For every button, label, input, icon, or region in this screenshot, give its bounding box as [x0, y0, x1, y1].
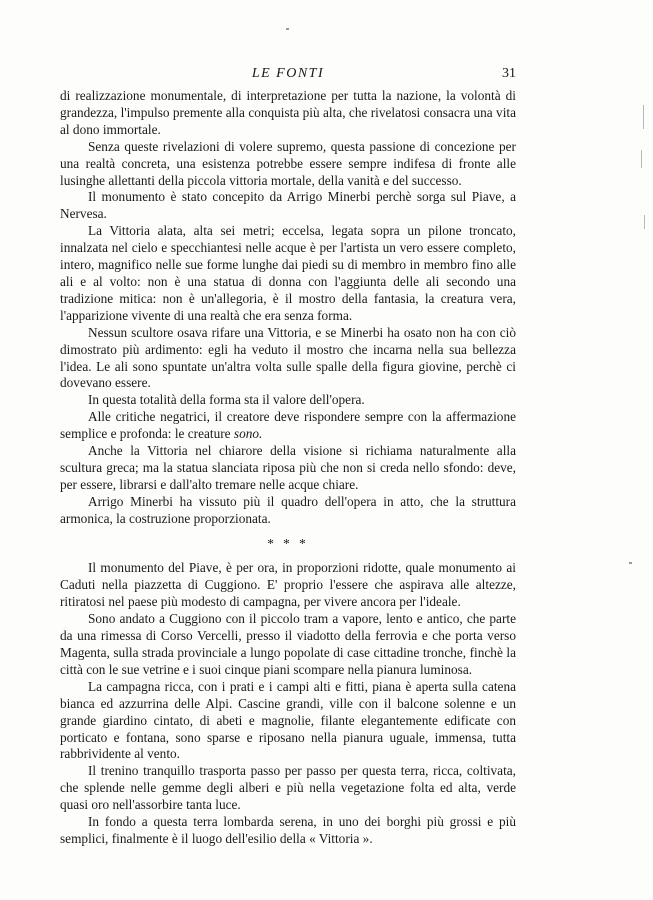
paragraph-5: Nessun scultore osava rifare una Vittoria, e se Minerbi ha osato non ha con ciò dimostrato più ardimento: egli ha veduto il mostro che incarna nella sua bellezza l'idea. Le ali sono spuntate un'altra volta sulle spalle della figura giovine, perchè ci dovevano essere.	[60, 324, 516, 391]
section-separator: * * *	[267, 535, 309, 551]
paragraph-8: Anche la Vittoria nel chiarore della visione si richiama naturalmente alla scultura greca; ma la statua slanciata riposa più che non si creda nello sfondo: deve, per essere, librarsi e dall'alto tremare nelle acque chiare.	[60, 443, 516, 492]
paragraph-13: Il trenino tranquillo trasporta passo per passo per questa terra, ricca, coltivata, che splende nelle gemme degli alberi e più nella vegetazione folta ed alta, verde quasi oro nell'assorbire tanta luce.	[60, 763, 516, 813]
page-number: 31	[502, 66, 516, 81]
paragraph-9: Arrigo Minerbi ha vissuto più il quadro dell'opera in atto, che la struttura armonica, la costruzione proporzionata.	[60, 493, 516, 526]
page-header	[60, 66, 516, 88]
paragraph-11: Sono andato a Cuggiono con il piccolo tram a vapore, lento e antico, che parte da una rimessa di Corso Vercelli, presso il viadotto della ferrovia e che porta verso Magenta, sulla strada provinciale a lungo popolate di case cittadine tronche, finchè la città con le sue vetrine e i suoi cinque piani scompare nella pianura luminosa.	[60, 611, 516, 677]
scan-speck	[286, 28, 289, 30]
paragraph-3: Il monumento è stato concepito da Arrigo Minerbi perchè sorga sul Piave, a Nervesa.	[60, 189, 516, 222]
paragraph-7	[60, 409, 516, 443]
scan-edge-mark	[644, 215, 645, 229]
paragraph-12: La campagna ricca, con i prati e i campi alti e fitti, piana è aperta sulla catena bianca ed azzurrina delle Alpi. Cascine grandi, ville con il balcone solenne e un grande giardino cintato, di abeti e magnolie, filante elegantemente edificate con porticato e fontana, sono sparse e riposano nella pianura uguale, immensa, tutta rabbrividente al vento.	[60, 678, 516, 762]
paragraph-7-emphasis: sono.	[233, 426, 263, 442]
body-text	[60, 88, 516, 848]
paragraph-1: di realizzazione monumentale, di interpretazione per tutta la nazione, la volontà di grandezza, l'impulso premente alla conquista più alta, che rivelatosi consacra una vita al dono immortale.	[60, 88, 516, 137]
paragraph-14: In fondo a questa terra lombarda serena, in uno dei borghi più grossi e più semplici, finalmente è il luogo dell'esilio della « Vittoria ».	[60, 814, 516, 846]
scan-edge-mark	[641, 150, 642, 168]
running-title: LE FONTI	[251, 66, 325, 81]
paragraph-6: In questa totalità della forma sta il valore dell'opera.	[88, 392, 365, 408]
paragraph-7-text: Alle critiche negatrici, il creatore deve rispondere sempre con la affermazione semplice e profonda: le creature	[60, 409, 516, 442]
paragraph-2: Senza queste rivelazioni di volere supremo, questa passione di concezione per una realtà concreta, una esistenza potrebbe essere sempre indifesa di fronte alle lusinghe allettanti della piccola vittoria mortale, della vanità e del successo.	[60, 138, 516, 188]
scan-edge-mark	[643, 105, 644, 129]
paragraph-10: Il monumento del Piave, è per ora, in proporzioni ridotte, quale monumento ai Caduti nella piazzetta di Cuggiono. E' proprio l'essere che aspirava alle altezze, ritiratosi nel paese più modesto di campagna, per vivere ancora per l'ideale.	[60, 560, 516, 610]
scan-speck	[629, 562, 632, 564]
paragraph-4: La Vittoria alata, alta sei metri; eccelsa, legata sopra un pilone troncato, innalzata nel cielo e specchiantesi nelle acque è per l'artista un vero essere completo, intero, magnifico nelle sue forme lunghe dai piedi su di membro in membro fino alle ali e al volto: non è una statua di donna con l'aggiunta delle ali secondo una tradizione mitica: non è un'allegoria, è il mostro della fantasia, la creatura vera, l'apparizione vivente di una realtà che era senza forma.	[60, 223, 516, 323]
